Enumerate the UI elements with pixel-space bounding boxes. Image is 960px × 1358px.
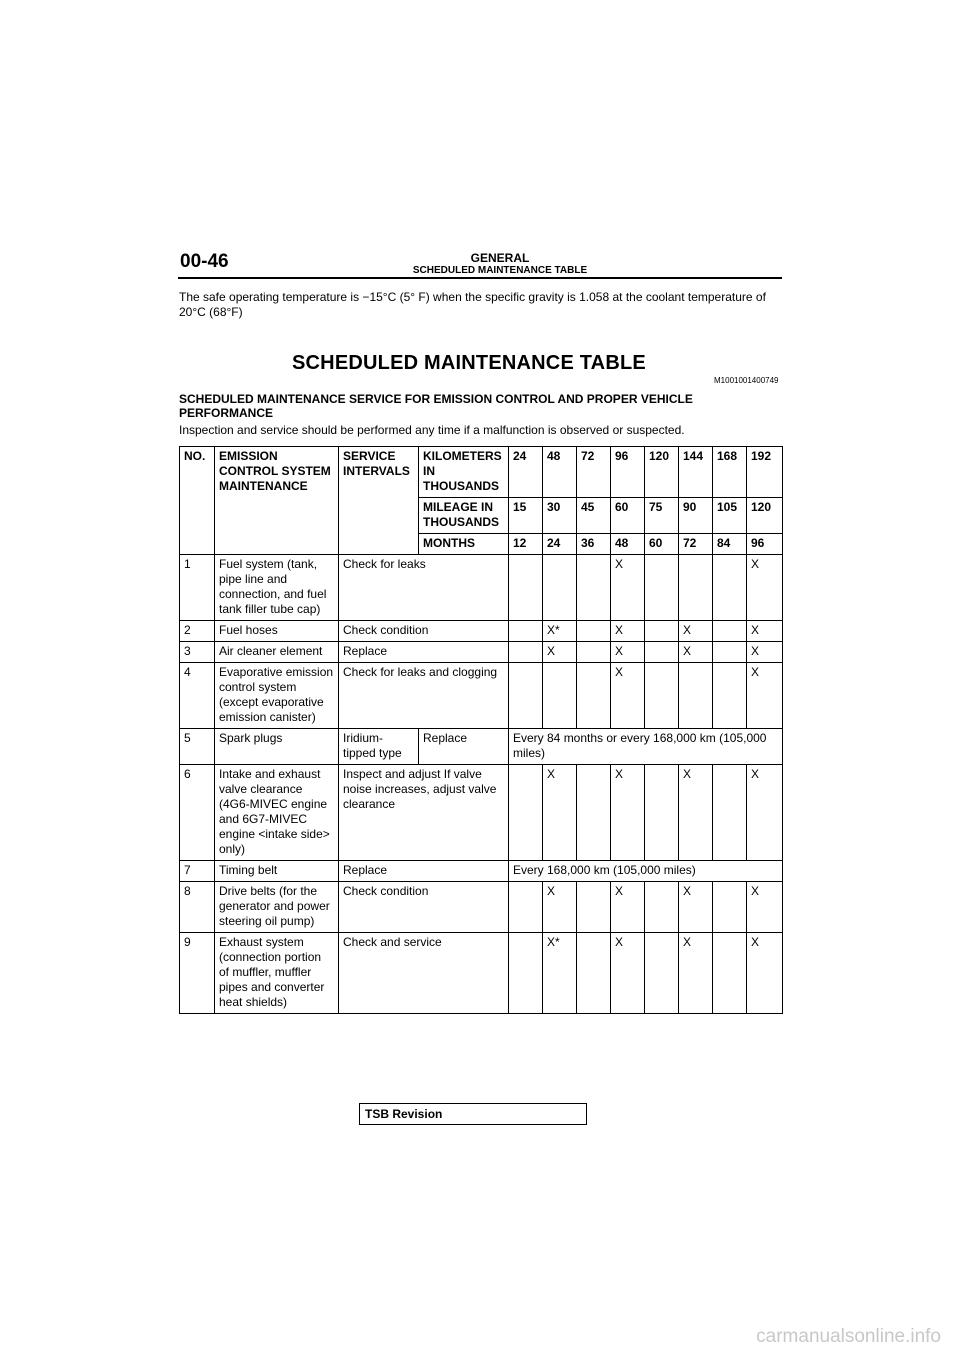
table-row [180,555,783,621]
row-interval-mark: X [611,663,645,729]
row-interval-mark: X [611,933,645,1014]
table-row [180,882,783,933]
row-interval-mark [713,642,747,663]
header-months-value: 96 [747,534,783,555]
section-title: GENERAL [470,251,530,265]
header-miles-value: 30 [543,498,577,534]
row-interval-mark [509,663,543,729]
row-interval-mark: X [611,642,645,663]
row-interval-mark [645,882,679,933]
row-service: Check for leaks [339,555,509,621]
row-item: Intake and exhaust valve clearance (4G6-MIVEC engine and 6G7-MIVEC engine <intake side> only) [215,765,339,861]
row-service-type: Iridium-tipped type [339,729,419,765]
tsb-revision-label: TSB Revision [365,1107,443,1121]
row-number: 1 [180,555,215,621]
row-interval-mark: X [747,933,783,1014]
row-interval-mark: X* [543,933,577,1014]
row-interval-mark [577,555,611,621]
row-interval-mark [577,663,611,729]
header-miles-value: 45 [577,498,611,534]
row-service: Replace [339,642,509,663]
row-interval-mark [679,555,713,621]
row-interval-mark [577,642,611,663]
header-months-value: 72 [679,534,713,555]
row-interval-mark: X [611,882,645,933]
row-interval-mark [543,555,577,621]
table-row [180,765,783,861]
header-km-value: 192 [747,447,783,498]
header-miles-value: 75 [645,498,679,534]
row-interval-mark: X [611,765,645,861]
row-interval-mark [577,882,611,933]
row-interval-mark: X [679,642,713,663]
row-item: Exhaust system (connection portion of muffler, muffler pipes and converter heat shields) [215,933,339,1014]
header-km-value: 72 [577,447,611,498]
row-interval-mark [713,765,747,861]
row-item: Air cleaner element [215,642,339,663]
table-row [180,663,783,729]
row-interval-mark [645,555,679,621]
row-service: Replace [419,729,509,765]
row-interval-mark: X [747,882,783,933]
row-interval-mark: X [611,621,645,642]
row-interval-mark [577,765,611,861]
row-interval-mark [713,621,747,642]
row-number: 8 [180,882,215,933]
table-row [180,642,783,663]
row-number: 2 [180,621,215,642]
row-service: Replace [339,861,509,882]
maintenance-table [179,446,783,1014]
header-km-value: 144 [679,447,713,498]
row-interval-mark [509,933,543,1014]
row-number: 7 [180,861,215,882]
row-interval-mark [713,663,747,729]
row-interval-mark: X [747,642,783,663]
row-interval-mark: X [679,882,713,933]
table-row [180,729,783,765]
row-service: Inspect and adjust If valve noise increases, adjust valve clearance [339,765,509,861]
header-miles-value: 90 [679,498,713,534]
header-months-value: 48 [611,534,645,555]
header-months-value: 12 [509,534,543,555]
row-item: Drive belts (for the generator and power steering oil pump) [215,882,339,933]
reference-code: M1001001400749 [714,376,779,385]
intro-paragraph: The safe operating temperature is −15°C (5° F) when the specific gravity is 1.058 at the coolant temperature of 20°C (68°F) [179,290,766,319]
header-km-label: KILOMETERS IN THOUSANDS [419,447,509,498]
row-interval-mark: X [543,882,577,933]
row-interval-mark [645,765,679,861]
row-interval-mark [713,555,747,621]
row-interval-mark [577,933,611,1014]
row-interval-mark [713,882,747,933]
header-km-value: 24 [509,447,543,498]
row-service: Check and service [339,933,509,1014]
header-km-value: 120 [645,447,679,498]
header-km-value: 168 [713,447,747,498]
header-no: NO. [180,447,215,555]
table-row [180,621,783,642]
header-months-value: 84 [713,534,747,555]
row-interval-mark [645,933,679,1014]
row-interval-mark: X [543,642,577,663]
row-interval-mark [577,621,611,642]
row-interval-mark: X* [543,621,577,642]
header-item: EMISSION CONTROL SYSTEM MAINTENANCE [215,447,339,555]
row-interval-mark [645,642,679,663]
subsection-title: SCHEDULED MAINTENANCE TABLE [412,265,588,276]
row-interval-mark [509,882,543,933]
row-interval-mark [509,765,543,861]
table-row [180,933,783,1014]
row-item: Evaporative emission control system (except evaporative emission canister) [215,663,339,729]
header-miles-value: 105 [713,498,747,534]
row-number: 5 [180,729,215,765]
row-number: 3 [180,642,215,663]
row-interval-mark [509,642,543,663]
header-miles-value: 15 [509,498,543,534]
header-rule [178,277,782,279]
page-title: SCHEDULED MAINTENANCE TABLE [292,352,646,374]
header-service: SERVICE INTERVALS [339,447,419,555]
row-interval-mark: X [747,663,783,729]
header-km-value: 48 [543,447,577,498]
row-interval-note: Every 84 months or every 168,000 km (105,000 miles) [509,729,783,765]
table-description: Inspection and service should be performed any time if a malfunction is observed or suspected. [179,423,685,437]
row-service: Check for leaks and clogging [339,663,509,729]
page-number: 00-46 [180,251,229,272]
row-interval-mark [509,555,543,621]
row-number: 4 [180,663,215,729]
table-heading: SCHEDULED MAINTENANCE SERVICE FOR EMISSION CONTROL AND PROPER VEHICLE PERFORMANCE [179,392,693,420]
row-interval-mark: X [747,555,783,621]
row-number: 6 [180,765,215,861]
row-number: 9 [180,933,215,1014]
row-interval-mark: X [611,555,645,621]
row-item: Fuel hoses [215,621,339,642]
row-service: Check condition [339,882,509,933]
row-interval-note: Every 168,000 km (105,000 miles) [509,861,783,882]
row-interval-mark [713,933,747,1014]
header-miles-value: 120 [747,498,783,534]
header-row-kilometers [180,447,783,498]
header-months-value: 60 [645,534,679,555]
row-service: Check condition [339,621,509,642]
row-interval-mark [645,663,679,729]
row-item: Spark plugs [215,729,339,765]
header-km-value: 96 [611,447,645,498]
table-row [180,861,783,882]
row-interval-mark: X [747,765,783,861]
maintenance-table-body [180,447,783,1014]
header-months-value: 24 [543,534,577,555]
row-item: Timing belt [215,861,339,882]
row-interval-mark: X [679,933,713,1014]
row-interval-mark: X [679,621,713,642]
tsb-revision-box [359,1103,587,1125]
header-miles-value: 60 [611,498,645,534]
row-interval-mark: X [679,765,713,861]
row-interval-mark: X [543,765,577,861]
row-interval-mark [509,621,543,642]
row-interval-mark [645,621,679,642]
row-interval-mark [679,663,713,729]
header-months-label: MONTHS [419,534,509,555]
row-interval-mark [543,663,577,729]
row-interval-mark: X [747,621,783,642]
header-miles-label: MILEAGE IN THOUSANDS [419,498,509,534]
header-months-value: 36 [577,534,611,555]
watermark: carmanualsonline.info [756,1326,941,1347]
row-item: Fuel system (tank, pipe line and connection, and fuel tank filler tube cap) [215,555,339,621]
